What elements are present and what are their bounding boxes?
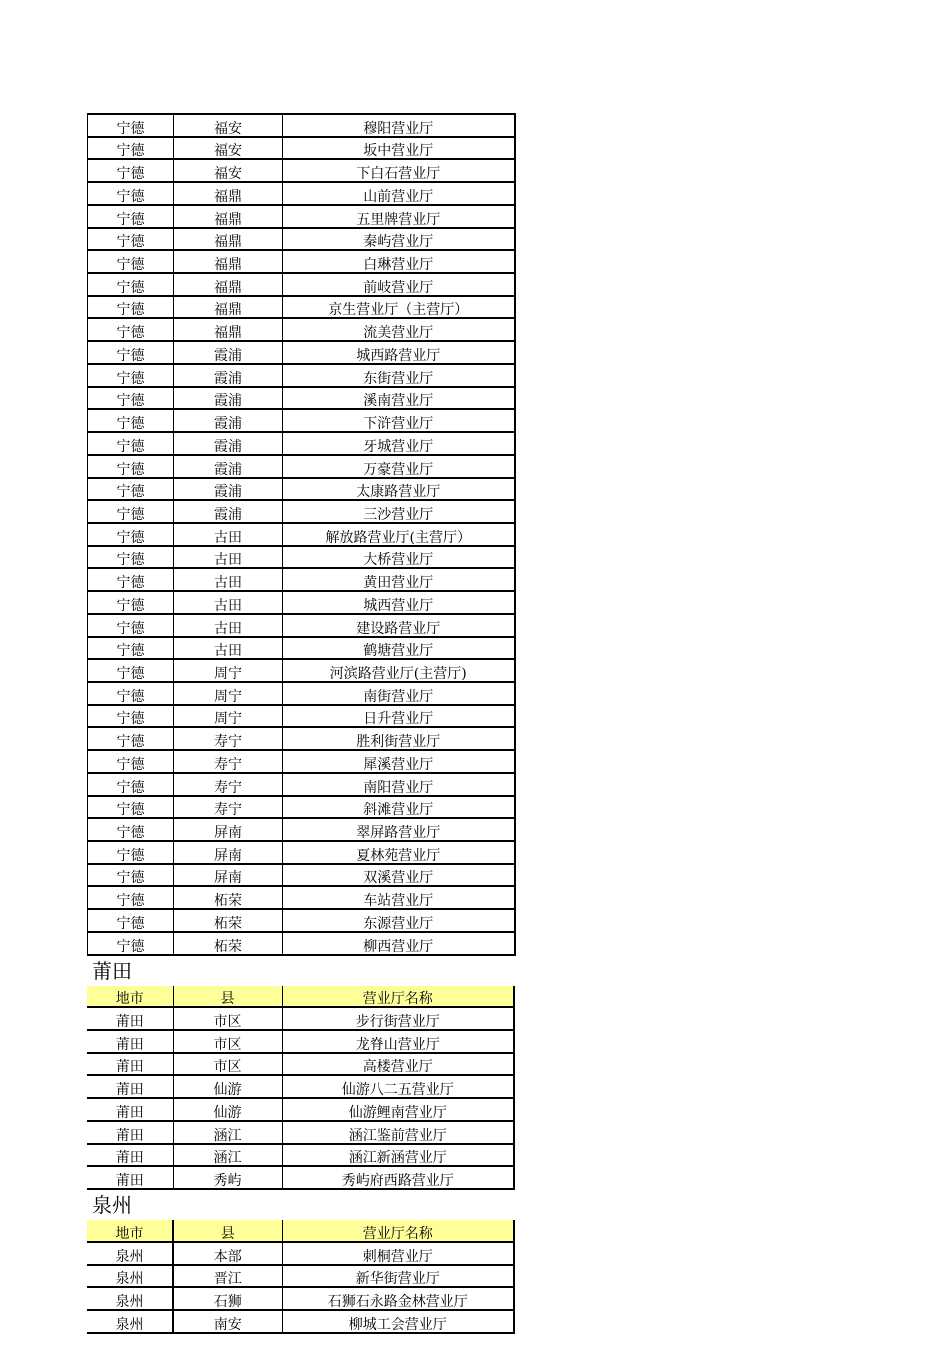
- city-cell: 宁德: [88, 546, 174, 569]
- city-cell: 宁德: [88, 841, 174, 864]
- table-row: [88, 705, 515, 728]
- hall-name-cell: 鹤塘营业厅: [283, 637, 515, 660]
- city-cell: 宁德: [88, 341, 174, 364]
- table-row: [88, 886, 515, 909]
- table-row: [88, 591, 515, 614]
- county-cell: 周宁: [174, 705, 283, 728]
- table-row: [88, 637, 515, 660]
- hall-name-cell: 京生营业厅（主营厅）: [283, 296, 515, 319]
- county-cell: 福鼎: [174, 228, 283, 251]
- section-title-putian: 莆田: [92, 958, 132, 983]
- city-cell: 莆田: [87, 1121, 173, 1144]
- county-cell: 寿宁: [174, 727, 283, 750]
- city-cell: 宁德: [88, 387, 174, 410]
- city-cell: 宁德: [88, 864, 174, 887]
- county-cell: 柘荣: [174, 886, 283, 909]
- hall-name-cell: 秦屿营业厅: [283, 228, 515, 251]
- city-cell: 宁德: [88, 455, 174, 478]
- county-cell: 屏南: [174, 818, 283, 841]
- ningde-table-body: [88, 114, 515, 955]
- county-cell: 市区: [173, 1007, 282, 1030]
- table-row: [88, 182, 515, 205]
- hall-name-cell: 下白石营业厅: [283, 159, 515, 182]
- hall-name-cell: 斜滩营业厅: [283, 796, 515, 819]
- county-cell: 秀屿: [173, 1166, 282, 1189]
- table-row: [88, 296, 515, 319]
- hall-name-cell: 胜利街营业厅: [283, 727, 515, 750]
- county-cell: 市区: [173, 1030, 282, 1053]
- table-row: [87, 1242, 514, 1265]
- city-cell: 宁德: [88, 750, 174, 773]
- hall-name-cell: 涵江新涵营业厅: [282, 1144, 514, 1167]
- city-cell: 宁德: [88, 182, 174, 205]
- table-row: [88, 409, 515, 432]
- hall-name-cell: 五里牌营业厅: [283, 205, 515, 228]
- city-cell: 莆田: [87, 1053, 173, 1076]
- county-cell: 古田: [174, 637, 283, 660]
- section-title-quanzhou: 泉州: [92, 1193, 132, 1218]
- city-cell: 宁德: [88, 591, 174, 614]
- table-row: [88, 205, 515, 228]
- city-cell: 宁德: [88, 409, 174, 432]
- table-row: [87, 1075, 514, 1098]
- city-cell: 宁德: [88, 114, 174, 137]
- city-cell: 宁德: [88, 909, 174, 932]
- city-cell: 宁德: [88, 796, 174, 819]
- table-row: [88, 546, 515, 569]
- hall-name-cell: 东源营业厅: [283, 909, 515, 932]
- county-cell: 福鼎: [174, 205, 283, 228]
- table-row: [88, 682, 515, 705]
- county-cell: 霞浦: [174, 500, 283, 523]
- ningde-table: [87, 113, 516, 956]
- hall-name-cell: 牙城营业厅: [283, 432, 515, 455]
- hall-name-cell: 日升营业厅: [283, 705, 515, 728]
- hall-name-cell: 仙游八二五营业厅: [282, 1075, 514, 1098]
- hall-name-cell: 翠屏路营业厅: [283, 818, 515, 841]
- county-cell: 屏南: [174, 841, 283, 864]
- table-row: [87, 1121, 514, 1144]
- hall-name-cell: 东街营业厅: [283, 364, 515, 387]
- county-cell: 寿宁: [174, 796, 283, 819]
- county-cell: 石狮: [173, 1287, 282, 1310]
- table-row: [88, 818, 515, 841]
- table-row: [87, 1053, 514, 1076]
- county-cell: 福鼎: [174, 318, 283, 341]
- table-row: [88, 841, 515, 864]
- city-cell: 宁德: [88, 273, 174, 296]
- city-cell: 宁德: [88, 659, 174, 682]
- county-cell: 福安: [174, 114, 283, 137]
- hall-name-cell: 柳城工会营业厅: [282, 1310, 514, 1333]
- quanzhou-table: [87, 1220, 515, 1334]
- hall-name-cell: 大桥营业厅: [283, 546, 515, 569]
- table-row: [88, 568, 515, 591]
- hall-name-cell: 南阳营业厅: [283, 773, 515, 796]
- county-cell: 霞浦: [174, 432, 283, 455]
- county-cell: 霞浦: [174, 364, 283, 387]
- county-cell: 福安: [174, 137, 283, 160]
- city-cell: 宁德: [88, 296, 174, 319]
- hall-name-cell: 仙游鲤南营业厅: [282, 1098, 514, 1121]
- county-cell: 福安: [174, 159, 283, 182]
- city-cell: 莆田: [87, 1166, 173, 1189]
- county-cell: 南安: [173, 1310, 282, 1333]
- city-cell: 泉州: [87, 1265, 173, 1288]
- hall-name-cell: 太康路营业厅: [283, 478, 515, 501]
- hall-name-cell: 涵江鉴前营业厅: [282, 1121, 514, 1144]
- putian-table: [87, 986, 515, 1190]
- hall-name-cell: 建设路营业厅: [283, 614, 515, 637]
- header-city: 地市: [87, 986, 173, 1008]
- hall-name-cell: 三沙营业厅: [283, 500, 515, 523]
- hall-name-cell: 南街营业厅: [283, 682, 515, 705]
- hall-name-cell: 万豪营业厅: [283, 455, 515, 478]
- putian-table-body: [87, 1007, 514, 1189]
- table-row: [88, 523, 515, 546]
- county-cell: 周宁: [174, 659, 283, 682]
- hall-name-cell: 新华街营业厅: [282, 1265, 514, 1288]
- hall-name-cell: 龙脊山营业厅: [282, 1030, 514, 1053]
- county-cell: 霞浦: [174, 387, 283, 410]
- hall-name-cell: 夏林苑营业厅: [283, 841, 515, 864]
- city-cell: 宁德: [88, 682, 174, 705]
- table-row: [88, 432, 515, 455]
- table-row: [88, 341, 515, 364]
- county-cell: 晋江: [173, 1265, 282, 1288]
- table-row: [87, 1166, 514, 1189]
- county-cell: 仙游: [173, 1075, 282, 1098]
- city-cell: 宁德: [88, 500, 174, 523]
- county-cell: 市区: [173, 1053, 282, 1076]
- table-row: [87, 1007, 514, 1030]
- county-cell: 福鼎: [174, 273, 283, 296]
- city-cell: 宁德: [88, 432, 174, 455]
- table-row: [88, 364, 515, 387]
- county-cell: 仙游: [173, 1098, 282, 1121]
- table-row: [88, 387, 515, 410]
- city-cell: 宁德: [88, 568, 174, 591]
- hall-name-cell: 步行街营业厅: [282, 1007, 514, 1030]
- hall-name-cell: 山前营业厅: [283, 182, 515, 205]
- county-cell: 本部: [173, 1242, 282, 1265]
- city-cell: 莆田: [87, 1098, 173, 1121]
- hall-name-cell: 石狮石永路金林营业厅: [282, 1287, 514, 1310]
- county-cell: 涵江: [173, 1121, 282, 1144]
- county-cell: 寿宁: [174, 750, 283, 773]
- header-row: [87, 986, 514, 1008]
- city-cell: 宁德: [88, 228, 174, 251]
- city-cell: 宁德: [88, 478, 174, 501]
- county-cell: 寿宁: [174, 773, 283, 796]
- county-cell: 古田: [174, 523, 283, 546]
- table-row: [88, 932, 515, 955]
- city-cell: 宁德: [88, 523, 174, 546]
- county-cell: 屏南: [174, 864, 283, 887]
- city-cell: 宁德: [88, 727, 174, 750]
- hall-name-cell: 解放路营业厅(主营厅）: [283, 523, 515, 546]
- header-city: 地市: [87, 1220, 173, 1242]
- city-cell: 宁德: [88, 932, 174, 955]
- table-row: [87, 1310, 514, 1333]
- table-row: [88, 273, 515, 296]
- header-county: 县: [173, 1220, 282, 1242]
- table-row: [88, 137, 515, 160]
- hall-name-cell: 柳西营业厅: [283, 932, 515, 955]
- table-row: [88, 250, 515, 273]
- city-cell: 宁德: [88, 886, 174, 909]
- header-county: 县: [173, 986, 282, 1008]
- header-row: [87, 1220, 514, 1242]
- county-cell: 柘荣: [174, 909, 283, 932]
- hall-name-cell: 白琳营业厅: [283, 250, 515, 273]
- hall-name-cell: 河滨路营业厅(主营厅): [283, 659, 515, 682]
- table-row: [88, 614, 515, 637]
- header-hall-name: 营业厅名称: [282, 1220, 514, 1242]
- hall-name-cell: 溪南营业厅: [283, 387, 515, 410]
- city-cell: 泉州: [87, 1242, 173, 1265]
- city-cell: 宁德: [88, 773, 174, 796]
- table-row: [88, 159, 515, 182]
- table-row: [88, 114, 515, 137]
- city-cell: 宁德: [88, 205, 174, 228]
- county-cell: 霞浦: [174, 455, 283, 478]
- table-row: [88, 864, 515, 887]
- table-row: [88, 773, 515, 796]
- hall-name-cell: 高楼营业厅: [282, 1053, 514, 1076]
- hall-name-cell: 流美营业厅: [283, 318, 515, 341]
- city-cell: 宁德: [88, 705, 174, 728]
- hall-name-cell: 车站营业厅: [283, 886, 515, 909]
- table-row: [87, 1098, 514, 1121]
- city-cell: 宁德: [88, 318, 174, 341]
- county-cell: 古田: [174, 614, 283, 637]
- county-cell: 霞浦: [174, 409, 283, 432]
- city-cell: 宁德: [88, 364, 174, 387]
- table-row: [87, 1030, 514, 1053]
- county-cell: 涵江: [173, 1144, 282, 1167]
- city-cell: 莆田: [87, 1075, 173, 1098]
- quanzhou-table-body: [87, 1242, 514, 1333]
- city-cell: 泉州: [87, 1287, 173, 1310]
- county-cell: 古田: [174, 568, 283, 591]
- table-row: [88, 228, 515, 251]
- table-row: [88, 500, 515, 523]
- spreadsheet: [87, 113, 514, 1334]
- county-cell: 周宁: [174, 682, 283, 705]
- table-row: [88, 727, 515, 750]
- hall-name-cell: 穆阳营业厅: [283, 114, 515, 137]
- table-row: [88, 318, 515, 341]
- county-cell: 福鼎: [174, 296, 283, 319]
- county-cell: 古田: [174, 546, 283, 569]
- county-cell: 福鼎: [174, 182, 283, 205]
- county-cell: 福鼎: [174, 250, 283, 273]
- hall-name-cell: 城西路营业厅: [283, 341, 515, 364]
- city-cell: 泉州: [87, 1310, 173, 1333]
- city-cell: 莆田: [87, 1007, 173, 1030]
- hall-name-cell: 前岐营业厅: [283, 273, 515, 296]
- table-row: [88, 659, 515, 682]
- county-cell: 霞浦: [174, 341, 283, 364]
- hall-name-cell: 双溪营业厅: [283, 864, 515, 887]
- table-row: [87, 1144, 514, 1167]
- city-cell: 莆田: [87, 1030, 173, 1053]
- county-cell: 古田: [174, 591, 283, 614]
- city-cell: 莆田: [87, 1144, 173, 1167]
- table-row: [88, 478, 515, 501]
- hall-name-cell: 秀屿府西路营业厅: [282, 1166, 514, 1189]
- table-row: [87, 1265, 514, 1288]
- hall-name-cell: 下浒营业厅: [283, 409, 515, 432]
- city-cell: 宁德: [88, 637, 174, 660]
- city-cell: 宁德: [88, 614, 174, 637]
- table-row: [87, 1287, 514, 1310]
- city-cell: 宁德: [88, 137, 174, 160]
- hall-name-cell: 黄田营业厅: [283, 568, 515, 591]
- city-cell: 宁德: [88, 250, 174, 273]
- county-cell: 柘荣: [174, 932, 283, 955]
- header-hall-name: 营业厅名称: [282, 986, 514, 1008]
- table-row: [88, 750, 515, 773]
- table-row: [88, 455, 515, 478]
- city-cell: 宁德: [88, 818, 174, 841]
- hall-name-cell: 刺桐营业厅: [282, 1242, 514, 1265]
- city-cell: 宁德: [88, 159, 174, 182]
- county-cell: 霞浦: [174, 478, 283, 501]
- hall-name-cell: 坂中营业厅: [283, 137, 515, 160]
- table-row: [88, 909, 515, 932]
- table-row: [88, 796, 515, 819]
- hall-name-cell: 犀溪营业厅: [283, 750, 515, 773]
- hall-name-cell: 城西营业厅: [283, 591, 515, 614]
